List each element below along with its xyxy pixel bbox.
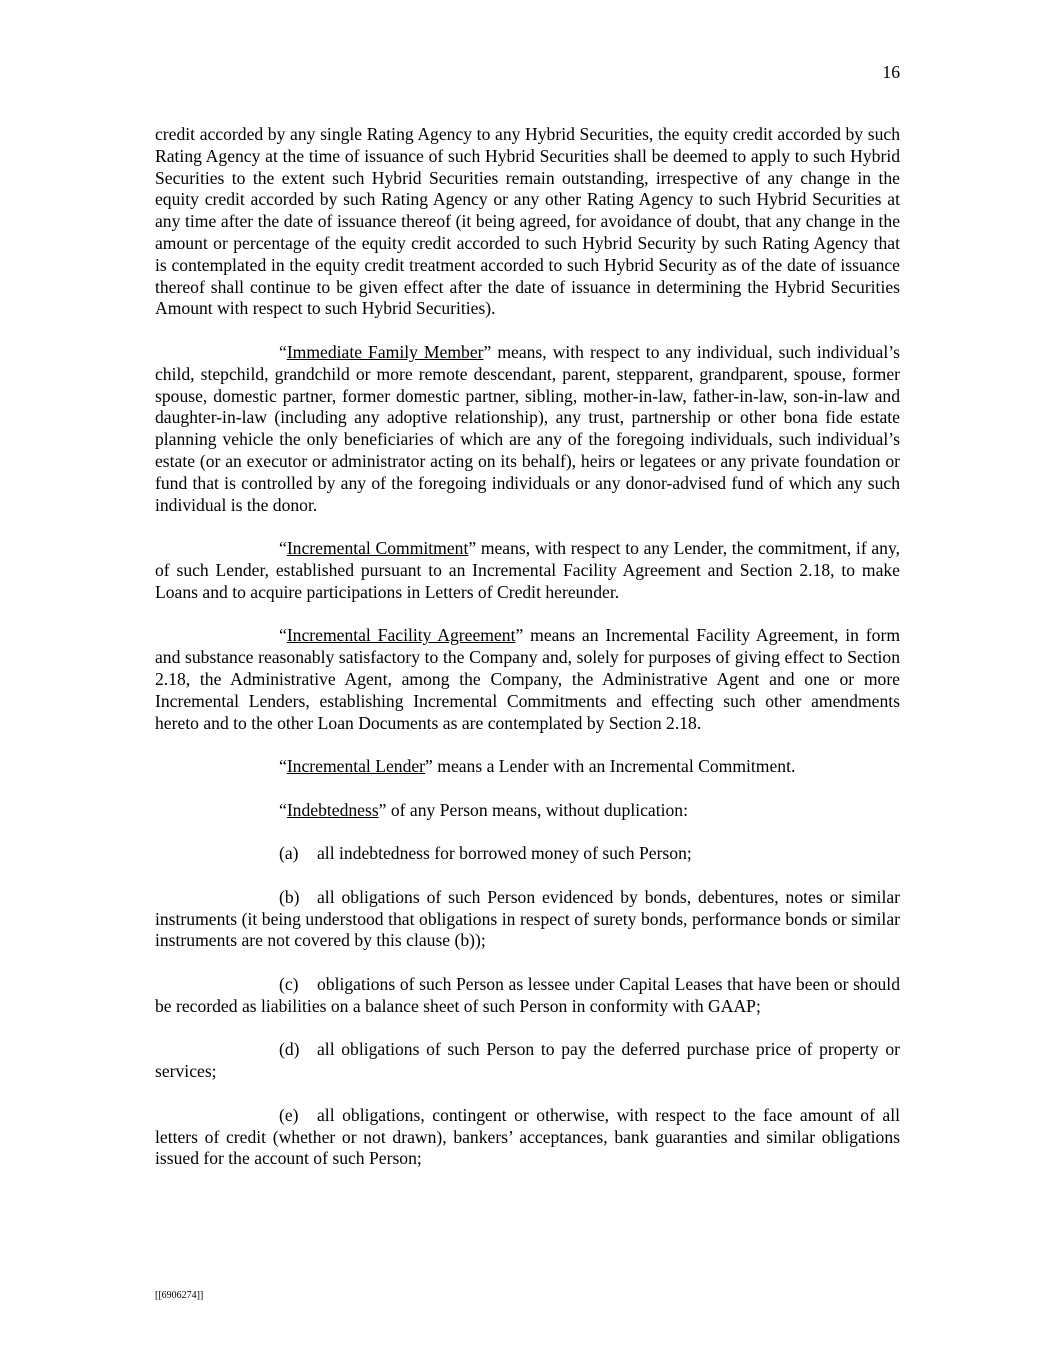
clause-d: [155, 1039, 900, 1083]
document-body: [155, 124, 900, 1192]
clause-label: (d): [279, 1039, 300, 1060]
definition-incremental-facility-agreement: “Incremental Facility Agreement” means an Incremental Facility Agreement, in form and substance reasonably satisfactory to the Company and, solely for purposes of giving effect to Section 2.18, the Administrative Agent, among the Company, the Administrative Agent and one or more Incremental Lenders, establishing Incremental Commitments and effecting such other amendments hereto and to the other Loan Documents as are contemplated by Section 2.18.: [155, 625, 901, 733]
definition-text: of any Person means, without duplication:: [386, 799, 688, 820]
continuation-paragraph: credit accorded by any single Rating Agency to any Hybrid Securities, the equity credit accorded by such Rating Agency at the time of issuance of such Hybrid Securities shall be deemed to apply to such Hybrid Securities to the extent such Hybrid Securities remain outstanding, irrespective of any change in the equity credit accorded by such Rating Agency or any other Rating Agency to such Hybrid Securities at any time after the date of issuance thereof (it being agreed, for avoidance of doubt, that any change in the amount or percentage of the equity credit accorded to such Hybrid Security by such Rating Agency that is contemplated in the equity credit treatment accorded to such Hybrid Security as of the date of issuance thereof shall continue to be given effect after the date of issuance in determining the Hybrid Securities Amount with respect to such Hybrid Securities).: [155, 124, 900, 319]
defined-term: Immediate Family Member: [286, 341, 484, 362]
document-id: [[6906274]]: [155, 1290, 204, 1301]
page-number: 16: [882, 62, 900, 82]
clause-label: (a): [279, 843, 299, 864]
definition-incremental-commitment: “Incremental Commitment” means, with respect to any Lender, the commitment, if any, of such Lender, established pursuant to an Incremental Facility Agreement and Section 2.18, to make Loans and to acquire participations in Letters of Credit hereunder.: [155, 538, 900, 602]
definition-text: means, with respect to any Lender, the commitment, if any, of such Lender, established pursuant to an Incremental Facility Agreement and Section 2.18, to make Loans and to acquire participations in Letters of Credit hereunder.: [155, 538, 900, 602]
defined-term: Incremental Commitment: [286, 538, 469, 559]
definition-text: means an Incremental Facility Agreement, in form and substance reasonably satisfactory to the Company and, solely for purposes of giving effect to Section 2.18, the Administrative Agent, among the Company, the Administrative Agent and one or more Incremental Lenders, establishing Incremental Commitments and effecting such other amendments hereto and to the other Loan Documents as are contemplated by Section 2.18.: [155, 625, 901, 733]
definition-incremental-lender: “Incremental Lender” means a Lender with an Incremental Commitment.: [279, 756, 796, 777]
clause-text: all obligations of such Person to pay the deferred purchase price of property or services;: [155, 1039, 900, 1082]
clause-text: obligations of such Person as lessee under Capital Leases that have been or should be recorded as liabilities on a balance sheet of such Person in conformity with GAAP;: [155, 974, 900, 1016]
clause-label: (e): [279, 1104, 299, 1125]
definition-immediate-family-member: “Immediate Family Member” means, with respect to any individual, such individual’s child, stepchild, grandchild or more remote descendant, parent, stepparent, grandparent, spouse, former spouse, domestic partner, former domestic partner, sibling, mother-in-law, father-in-law, son-in-law and daughter-in-law (including any adoptive relationship), any trust, partnership or other bona fide estate planning vehicle the only beneficiaries of which are any of the foregoing individuals, such individual’s estate (or an executor or administrator acting on its behalf), heirs or legatees or any private foundation or fund that is controlled by any of the foregoing individuals or any donor-advised fund of which any such individual is the donor.: [155, 341, 900, 515]
clause-text: all obligations, contingent or otherwise, with respect to the face amount of all letters of credit (whether or not drawn), bankers’ acceptances, bank guaranties and similar obligations issued for the account of such Person;: [155, 1104, 900, 1169]
clause-label: (c): [279, 974, 299, 995]
definition-text: means, with respect to any individual, such individual’s child, stepchild, grandchild or more remote descendant, parent, stepparent, grandparent, spouse, former spouse, domestic partner, former domestic partner, sibling, mother-in-law, father-in-law, son-in-law and daughter-in-law (including any adoptive relationship), any trust, partnership or other bona fide estate planning vehicle the only beneficiaries of which are any of the foregoing individuals, such individual’s estate (or an executor or administrator acting on its behalf), heirs or legatees or any private foundation or fund that is controlled by any of the foregoing individuals or any donor-advised fund of which any such individual is the donor.: [155, 341, 900, 515]
clause-a: [155, 843, 900, 865]
defined-term: Indebtedness: [286, 799, 379, 820]
clause-c: [155, 974, 900, 1018]
defined-term: Incremental Facility Agreement: [286, 625, 516, 646]
definition-text: means a Lender with an Incremental Commitment.: [432, 756, 796, 777]
clause-text: all obligations of such Person evidenced by bonds, debentures, notes or similar instruments (it being understood that obligations in respect of surety bonds, performance bonds or similar instruments are not covered by this clause (b));: [155, 886, 900, 951]
defined-term: Incremental Lender: [286, 756, 426, 777]
clause-text: all indebtedness for borrowed money of such Person;: [317, 843, 692, 864]
clause-b: [155, 887, 900, 952]
clause-label: (b): [279, 886, 300, 907]
clause-e: [155, 1105, 900, 1170]
definition-indebtedness: “Indebtedness” of any Person means, without duplication:: [279, 799, 688, 820]
